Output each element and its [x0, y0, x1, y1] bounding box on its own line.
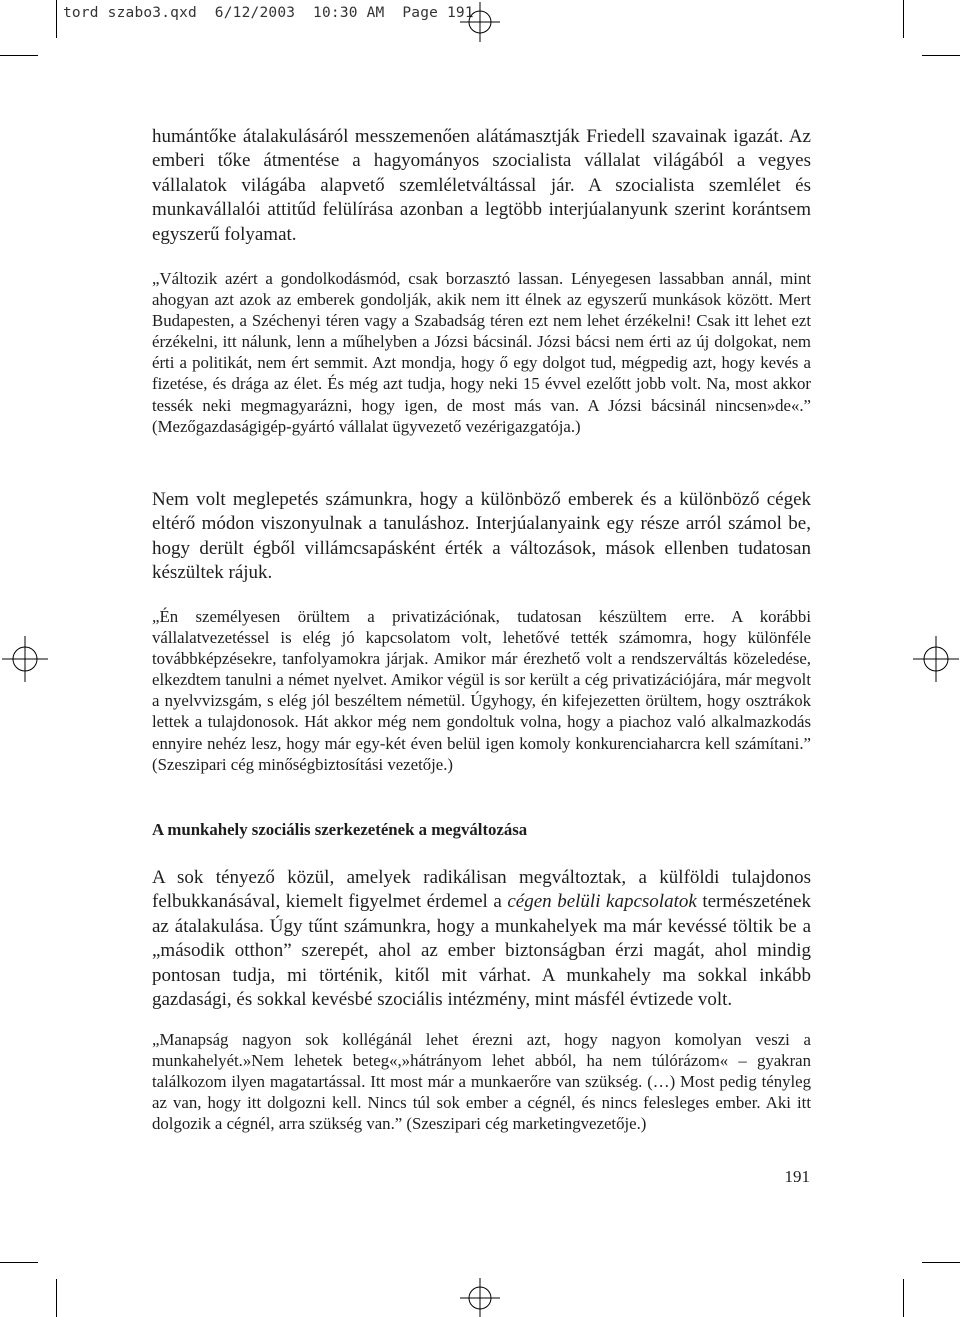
- crop-mark-bottom-left-horizontal: [0, 1262, 38, 1263]
- interview-quote-1: „Változik azért a gondolkodásmód, csak borzasztó lassan. Lényegesen lassabban annál, mint ahogyan azt azok az emberek gondolják, akik nem itt élnek az egyszerű munkások között. Mert Budapesten, a Széchenyi téren vagy a Szabadság téren ezt nem lehet érzékelni! Csak itt lehet ezt érzékelni, itt nálunk, lenn a műhelyben a Józsi bácsinál. Józsi bácsi nem érti az új dolgokat, nem érti a politikát, nem ért semmit. Azt mondja, hogy ő egy dolgot tud, mégpedig azt, hogy kevés a fizetése, és drága az élet. És még azt tudja, hogy neki 15 évvel ezelőtt jobb volt. Na, most akkor tessék neki megmagyarázni, hogy igen, de most más van. A Józsi bácsinál nincsen»de«.” (Mezőgazdaságigép-gyártó vállalat ügyvezető vezérigazgatója.): [152, 269, 811, 436]
- paragraph-humantoke: humántőke átalakulásáról messzemenően alátámasztják Friedell szavainak igazát. Az emberi tőke átmentése a hagyományos szocialista vállalat világából a vegyes vállalatok világába alapvető szemléletváltással jár. A szocialista szemlélet és munkavállalói attitűd felülírása azonban a legtöbb interjúalanyunk szerint korántsem egyszerű folyamat.: [152, 126, 811, 245]
- print-slug-line: tord szabo3.qxd 6/12/2003 10:30 AM Page 191: [63, 5, 474, 21]
- crop-mark-top-right-vertical: [903, 0, 904, 38]
- crop-mark-bottom-right-horizontal: [922, 1262, 960, 1263]
- registration-mark-left-icon: [2, 636, 48, 682]
- interview-quote-2: „Én személyesen örültem a privatizációnak, tudatosan készültem erre. A korábbi vállalatvezetéssel is elég jó kapcsolatom volt, lehetővé tették számomra, hogy különféle továbbképzésekre, tanfolyamokra járjak. Amikor már érezhető volt a rendszerváltás közeledése, elkezdtem tanulni a német nyelvet. Amikor végül is sor került a cég privatizációjára, már megvolt a nyelvvizsgám, s elég jól beszéltem németül. Úgyhogy, én kifejezetten örültem, hogy osztrákok lettek a tulajdonosok. Hát akkor még nem gondoltuk volna, hogy a piachoz való alkalmazkodás ennyire nehéz lesz, hogy már egy-két éven belül igen komoly konkurenciaharcra kell számítani.” (Szeszipari cég minőségbiztosítási vezetője.): [152, 607, 811, 774]
- crop-mark-bottom-left-vertical: [56, 1279, 57, 1317]
- page-number: 191: [784, 1167, 810, 1186]
- section-heading: A munkahely szociális szerkezetének a megváltozása: [152, 820, 528, 839]
- registration-mark-right-icon: [913, 636, 959, 682]
- crop-mark-bottom-right-vertical: [903, 1279, 904, 1317]
- paragraph-munkahely-end: természetének az átalakulása. Úgy tűnt számunkra, hogy a munkahelyek ma már kevéssé töltik be a „második otthon” szerepét, ahol az ember biztonságban érzi magát, ahol mindig pontosan tudja, mi történik, kitől mit várhat. A munkahely ma sokkal inkább gazdasági, és sokkal kevésbé szociális intézmény, mint másfél évtizede volt.: [152, 891, 811, 1011]
- crop-mark-top-left-horizontal: [0, 55, 38, 56]
- paragraph-munkahely: [152, 866, 811, 1012]
- paragraph-munkahely-emphasis: cégen belüli kapcsolatok: [507, 891, 697, 913]
- crop-mark-top-left-vertical: [56, 0, 57, 38]
- interview-quote-3: „Manapság nagyon sok kollégánál lehet érezni azt, hogy nagyon komolyan veszi a munkahelyét.»Nem lehetek beteg«,»hátrányom lehet abból, ha nem túlórázom« – gyakran találkozom ilyen magatartással. Itt most már a munkaerőre van szükség. (…) Most pedig tényleg az van, hogy itt dolgozni kell. Nincs túl sok ember a cégnél, és nincs felesleges ember. Aki itt dolgozik a cégnél, arra szükség van.” (Szeszipari cég marketingvezetője.): [152, 1030, 811, 1134]
- registration-mark-bottom-icon: [460, 1278, 500, 1317]
- crop-mark-top-right-horizontal: [922, 55, 960, 56]
- registration-mark-top-icon: [460, 2, 500, 42]
- paragraph-tanulas: Nem volt meglepetés számunkra, hogy a különböző emberek és a különböző cégek eltérő módon viszonyulnak a tanuláshoz. Interjúalanyaink egy része arról számol be, hogy derült égből villámcsapásként érték a változások, mások ellenben tudatosan készültek rájuk.: [152, 489, 811, 584]
- paragraph-munkahely-start: A sok tényező közül, amelyek radikálisan megváltoztak, a külföldi tulajdonos felbukkanásával, kiemelt figyelmet érdemel a: [152, 867, 811, 913]
